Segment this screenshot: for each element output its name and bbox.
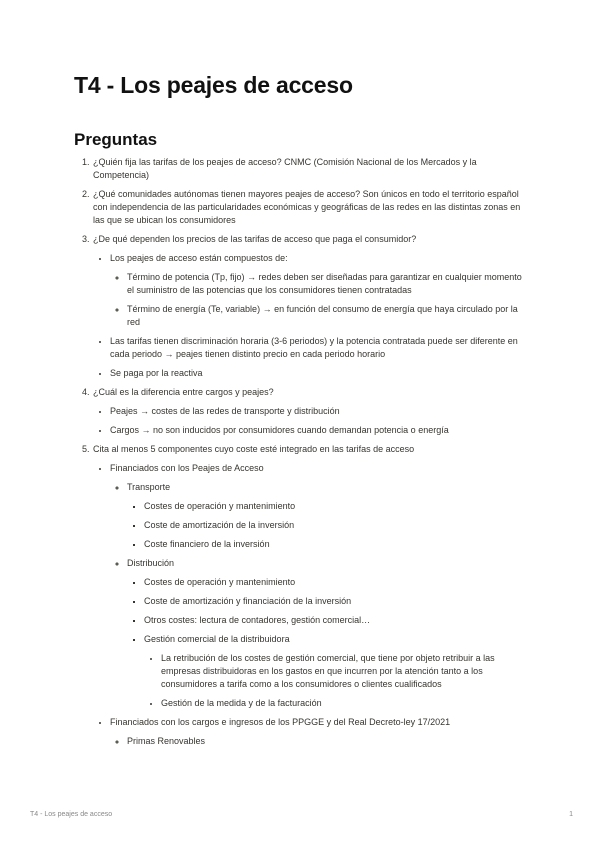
list-item: • Peajes → costes de las redes de transporte y distribución: [110, 405, 530, 418]
page-title: T4 - Los peajes de acceso: [74, 72, 353, 98]
list-item: • Gestión de la medida y de la facturación: [161, 697, 530, 710]
list-item: [127, 557, 530, 710]
question-4: [92, 386, 530, 437]
list-item-text: Financiados con los cargos e ingresos de los PPGGE y del Real Decreto-ley 17/2021: [110, 717, 451, 727]
list-item: ▪ Costes de operación y mantenimiento: [144, 500, 530, 513]
list-item: • Se paga por la reactiva: [110, 367, 530, 380]
list-item: ▪ Costes de operación y mantenimiento: [144, 576, 530, 589]
list-item: ▪ Coste financiero de la inversión: [144, 538, 530, 551]
list-item-text: Distribución: [127, 558, 175, 568]
list-item: [127, 481, 530, 551]
question-5-text: Cita al menos 5 componentes cuyo coste esté integrado en las tarifas de acceso: [93, 444, 415, 454]
list-item: ◦ Término de energía (Te, variable) → en función del consumo de energía que haya circulado por la red: [127, 303, 530, 329]
questions-list: [74, 156, 530, 748]
section-heading: Preguntas: [74, 130, 158, 149]
question-3: [92, 233, 530, 380]
list-item: • La retribución de los costes de gestión comercial, que tiene por objeto retribuir a las empresas distribuidoras en los gastos en que incurren por la atención tanto a los consumidores a tarifa como a los consumidores o clientes cualificados: [161, 652, 530, 691]
footer-title: T4 - Los peajes de acceso: [30, 811, 113, 818]
document-page: [74, 70, 530, 754]
question-5: [92, 443, 530, 748]
list-item: [144, 633, 530, 710]
list-item: • Cargos → no son inducidos por consumidores cuando demandan potencia o energía: [110, 424, 530, 437]
question-2: 2. ¿Qué comunidades autónomas tienen mayores peajes de acceso? Son únicos en todo el territorio español con independencia de las particularidades económicas y geográficas de las redes en las distintas zonas en las que se ubican los consumidores: [92, 188, 530, 227]
list-item-text: Los peajes de acceso están compuestos de:: [110, 253, 288, 263]
list-item: [110, 252, 530, 329]
list-item: [110, 462, 530, 710]
list-item: • Las tarifas tienen discriminación horaria (3-6 periodos) y la potencia contratada puede ser diferente en cada periodo → peajes tienen distinto precio en cada periodo horario: [110, 335, 530, 361]
page-footer: [30, 811, 573, 818]
question-3-text: ¿De qué dependen los precios de las tarifas de acceso que paga el consumidor?: [93, 234, 417, 244]
list-item: ▪ Coste de amortización de la inversión: [144, 519, 530, 532]
list-item: ◦ Término de potencia (Tp, fijo) → redes deben ser diseñadas para garantizar en cualquier momento el suministro de las potencias que los consumidores tienen contratadas: [127, 271, 530, 297]
list-item: [110, 716, 530, 748]
list-item: ◦ Primas Renovables: [127, 735, 530, 748]
list-item-text: Financiados con los Peajes de Acceso: [110, 463, 264, 473]
question-4-text: ¿Cuál es la diferencia entre cargos y peajes?: [93, 387, 274, 397]
list-item-text: Transporte: [127, 482, 171, 492]
question-1: 1. ¿Quién fija las tarifas de los peajes de acceso? CNMC (Comisión Nacional de los Mercados y la Competencia): [92, 156, 530, 182]
list-item: ▪ Otros costes: lectura de contadores, gestión comercial…: [144, 614, 530, 627]
list-item: ▪ Coste de amortización y financiación de la inversión: [144, 595, 530, 608]
page-number: 1: [569, 811, 573, 818]
list-item-text: Gestión comercial de la distribuidora: [144, 634, 290, 644]
